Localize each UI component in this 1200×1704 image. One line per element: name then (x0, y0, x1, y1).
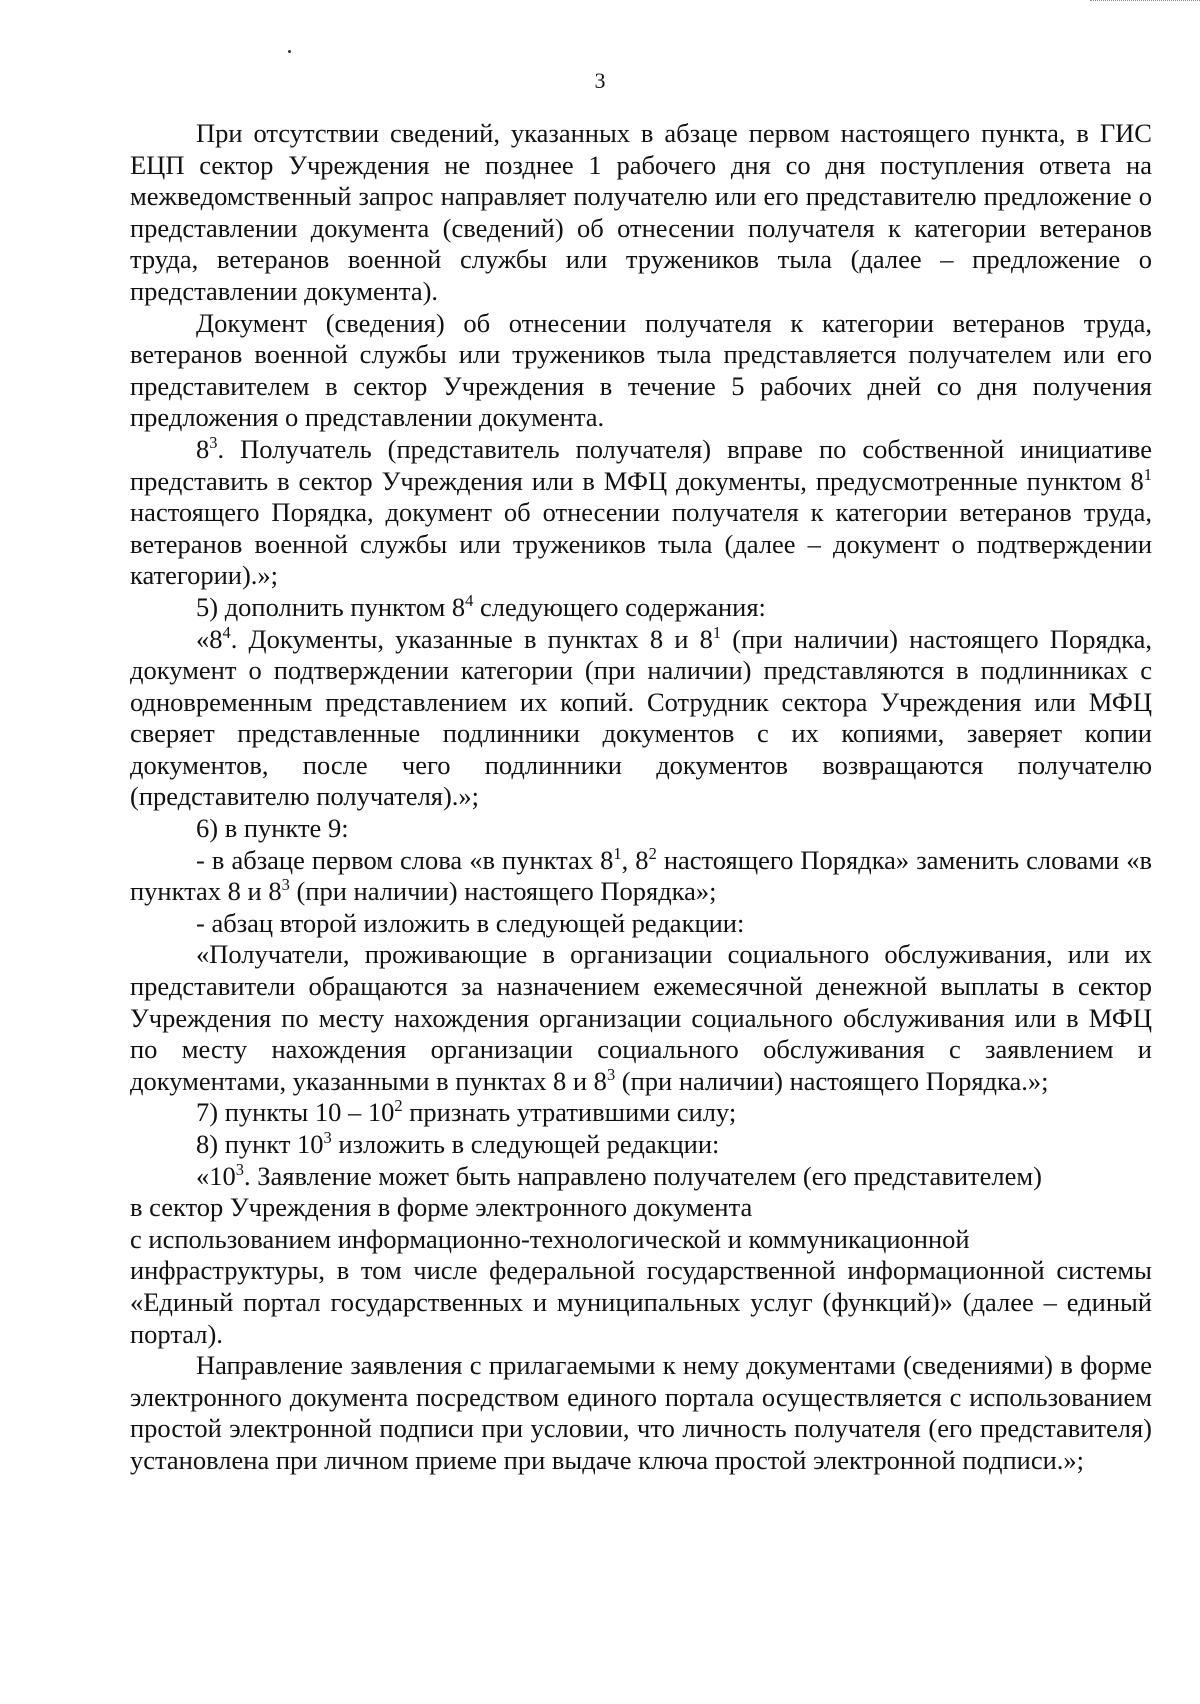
text-run: - в абзаце первом слова «в пунктах 8 (196, 844, 614, 875)
paragraph-line (130, 1161, 1152, 1193)
superscript: 2 (648, 843, 657, 863)
superscript: 3 (281, 875, 290, 895)
paragraph: Направление заявления с прилагаемыми к нему документами (сведениями) в форме электронного документа посредством единого портала осуществляется с использованием простой электронной подписи при условии, что личность получателя (его представителя) установлена при личном приеме при выдаче ключа простой электронной подписи.»; (130, 1350, 1152, 1475)
text-run: признать утратившими силу; (402, 1097, 737, 1128)
text-run: . Получатель (представитель получателя) вправе по собственной инициативе представить в сектор Учреждения или в МФЦ документы, предусмотренные пунктом 8 (130, 433, 1152, 496)
text-run: настоящего Порядка» заменить словами «в пунктах 8 и 8 (130, 844, 1153, 907)
paragraph: При отсутствии сведений, указанных в абзаце первом настоящего пункта, в ГИС ЕЦП сектор Учреждения не позднее 1 рабочего дня со дня поступления ответа на межведомственный запрос направляет получателю или его представителю предложение о представлении документа (сведений) об отнесении получателя к категории ветеранов труда, ветеранов военной службы или тружеников тыла (далее – предложение о представлении документа). (130, 118, 1152, 306)
text-run: изложить в следующей редакции: (331, 1129, 720, 1159)
paragraph-line: в сектор Учреждения в форме электронного документа (130, 1192, 753, 1223)
superscript: 3 (235, 1159, 244, 1179)
paragraph (130, 592, 1152, 624)
document-body (130, 118, 1152, 1477)
paragraph (130, 939, 1152, 1097)
text-run: (при наличии) настоящего Порядка.»; (615, 1065, 1049, 1096)
text-run: следующего содержания: (473, 591, 766, 622)
paragraph (130, 1097, 1152, 1129)
paragraph (130, 845, 1152, 908)
text-run: «8 (196, 623, 223, 654)
text-run: «Получатели, проживающие в организации социального обслуживания, или их представители обращаются за назначением ежемесячной денежной выплаты в сектор Учреждения по месту нахождения организации социального обслуживания или в МФЦ по месту нахождения организации социального обслуживания с заявлением и документами, указанными в пунктах 8 и 8 (130, 939, 1152, 1096)
paragraph-line: с использованием информационно-технологической и коммуникационной (130, 1223, 970, 1254)
text-run: 8) пункт 10 (196, 1129, 324, 1159)
scan-speck (288, 50, 291, 53)
text-run: . Заявление может быть направлено получателем (его представителем) (243, 1160, 1042, 1191)
paragraph (130, 434, 1152, 592)
scan-edge-mark (1090, 0, 1200, 4)
superscript: 1 (712, 622, 722, 642)
text-run: настоящего Порядка, документ об отнесении получателя к категории ветеранов труда, ветеранов военной службы или тружеников тыла (далее – документ о подтверждении категории).»; (130, 497, 1152, 591)
page-number: 3 (594, 68, 606, 93)
superscript: 1 (613, 843, 622, 863)
text-run: «10 (196, 1160, 236, 1191)
superscript: 3 (606, 1064, 616, 1084)
paragraph (130, 624, 1152, 814)
paragraph: - абзац второй изложить в следующей редакции: (196, 907, 745, 938)
superscript: 3 (323, 1127, 332, 1147)
text-run: 5) дополнить пунктом 8 (196, 591, 466, 622)
paragraph (130, 1129, 1152, 1161)
paragraph: Документ (сведения) об отнесении получателя к категории ветеранов труда, ветеранов военной службы или тружеников тыла представляется получателем или его представителем в сектор Учреждения в течение 5 рабочих дней со дня получения предложения о представлении документа. (130, 307, 1152, 433)
paragraph: инфраструктуры, в том числе федеральной государственной информационной системы «Единый портал государственных и муниципальных услуг (функций)» (далее – единый портал). (130, 1255, 1152, 1349)
superscript: 3 (209, 432, 218, 452)
superscript: 4 (222, 622, 231, 642)
text-run: 8 (196, 433, 210, 464)
text-run: (при наличии) настоящего Порядка»; (289, 876, 717, 907)
text-run: (при наличии) настоящего Порядка, документ о подтверждении категории (при наличии) представляются в подлинниках с одновременным представлением их копий. Сотрудник сектора Учреждения или МФЦ сверяет представленные подлинники документов с их копиями, заверяет копии документов, после чего подлинники документов возвращаются получателю (представителю получателя).»; (130, 623, 1152, 812)
paragraph: 6) в пункте 9: (196, 813, 349, 844)
text-run: 7) пункты 10 – 10 (196, 1097, 395, 1128)
superscript: 4 (465, 590, 474, 610)
superscript: 1 (1143, 464, 1152, 484)
superscript: 2 (394, 1096, 403, 1116)
text-run: , 8 (621, 844, 649, 875)
text-run: . Документы, указанные в пунктах 8 и 8 (230, 623, 713, 654)
